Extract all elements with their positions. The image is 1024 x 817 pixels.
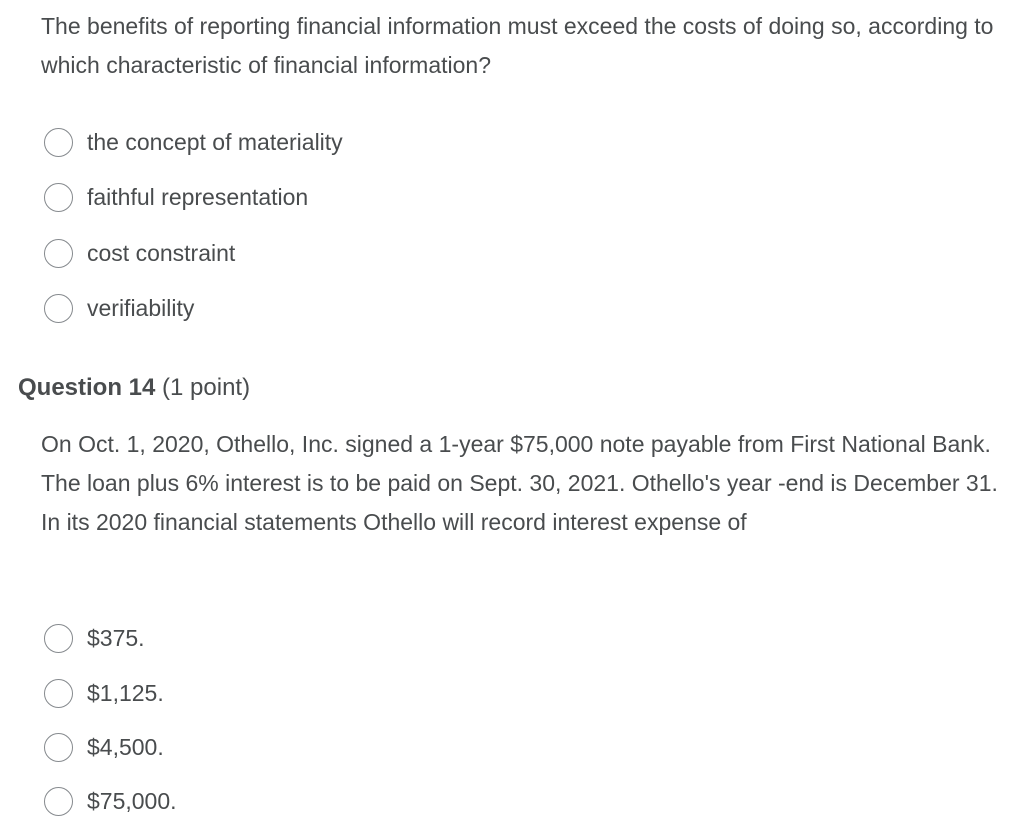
question-14-option-4[interactable] (44, 785, 177, 817)
option-label: $75,000. (87, 787, 177, 814)
option-label: $375. (87, 624, 145, 651)
radio-button[interactable] (44, 787, 73, 816)
option-label: verifiability (87, 294, 195, 321)
option-label: the concept of materiality (87, 128, 343, 155)
question-13-option-4[interactable] (44, 292, 194, 324)
option-label: faithful representation (87, 183, 309, 210)
question-14-text: On Oct. 1, 2020, Othello, Inc. signed a 1-year $75,000 note payable from First National Bank. The loan plus 6% interest is to be paid on Sept. 30, 2021. Othello's year -end is December 31. In its 2020 financial statements Othello will record interest expense of (41, 431, 998, 535)
question-13-option-2[interactable] (44, 181, 308, 213)
question-number: Question 14 (18, 374, 156, 401)
radio-button[interactable] (44, 183, 73, 212)
question-14-header (18, 374, 250, 402)
radio-button[interactable] (44, 679, 73, 708)
question-13-option-3[interactable] (44, 237, 235, 269)
question-14-option-2[interactable] (44, 677, 164, 709)
question-14-option-1[interactable] (44, 622, 145, 654)
radio-button[interactable] (44, 624, 73, 653)
question-13-text: The benefits of reporting financial information must exceed the costs of doing so, according to which characteristic of financial information? (41, 13, 994, 78)
question-14-option-3[interactable] (44, 731, 164, 763)
question-points: (1 point) (162, 374, 251, 401)
option-label: $1,125. (87, 679, 164, 706)
option-label: cost constraint (87, 239, 236, 266)
radio-button[interactable] (44, 128, 73, 157)
radio-button[interactable] (44, 294, 73, 323)
option-label: $4,500. (87, 733, 164, 760)
question-13-option-1[interactable] (44, 126, 343, 158)
radio-button[interactable] (44, 239, 73, 268)
radio-button[interactable] (44, 733, 73, 762)
